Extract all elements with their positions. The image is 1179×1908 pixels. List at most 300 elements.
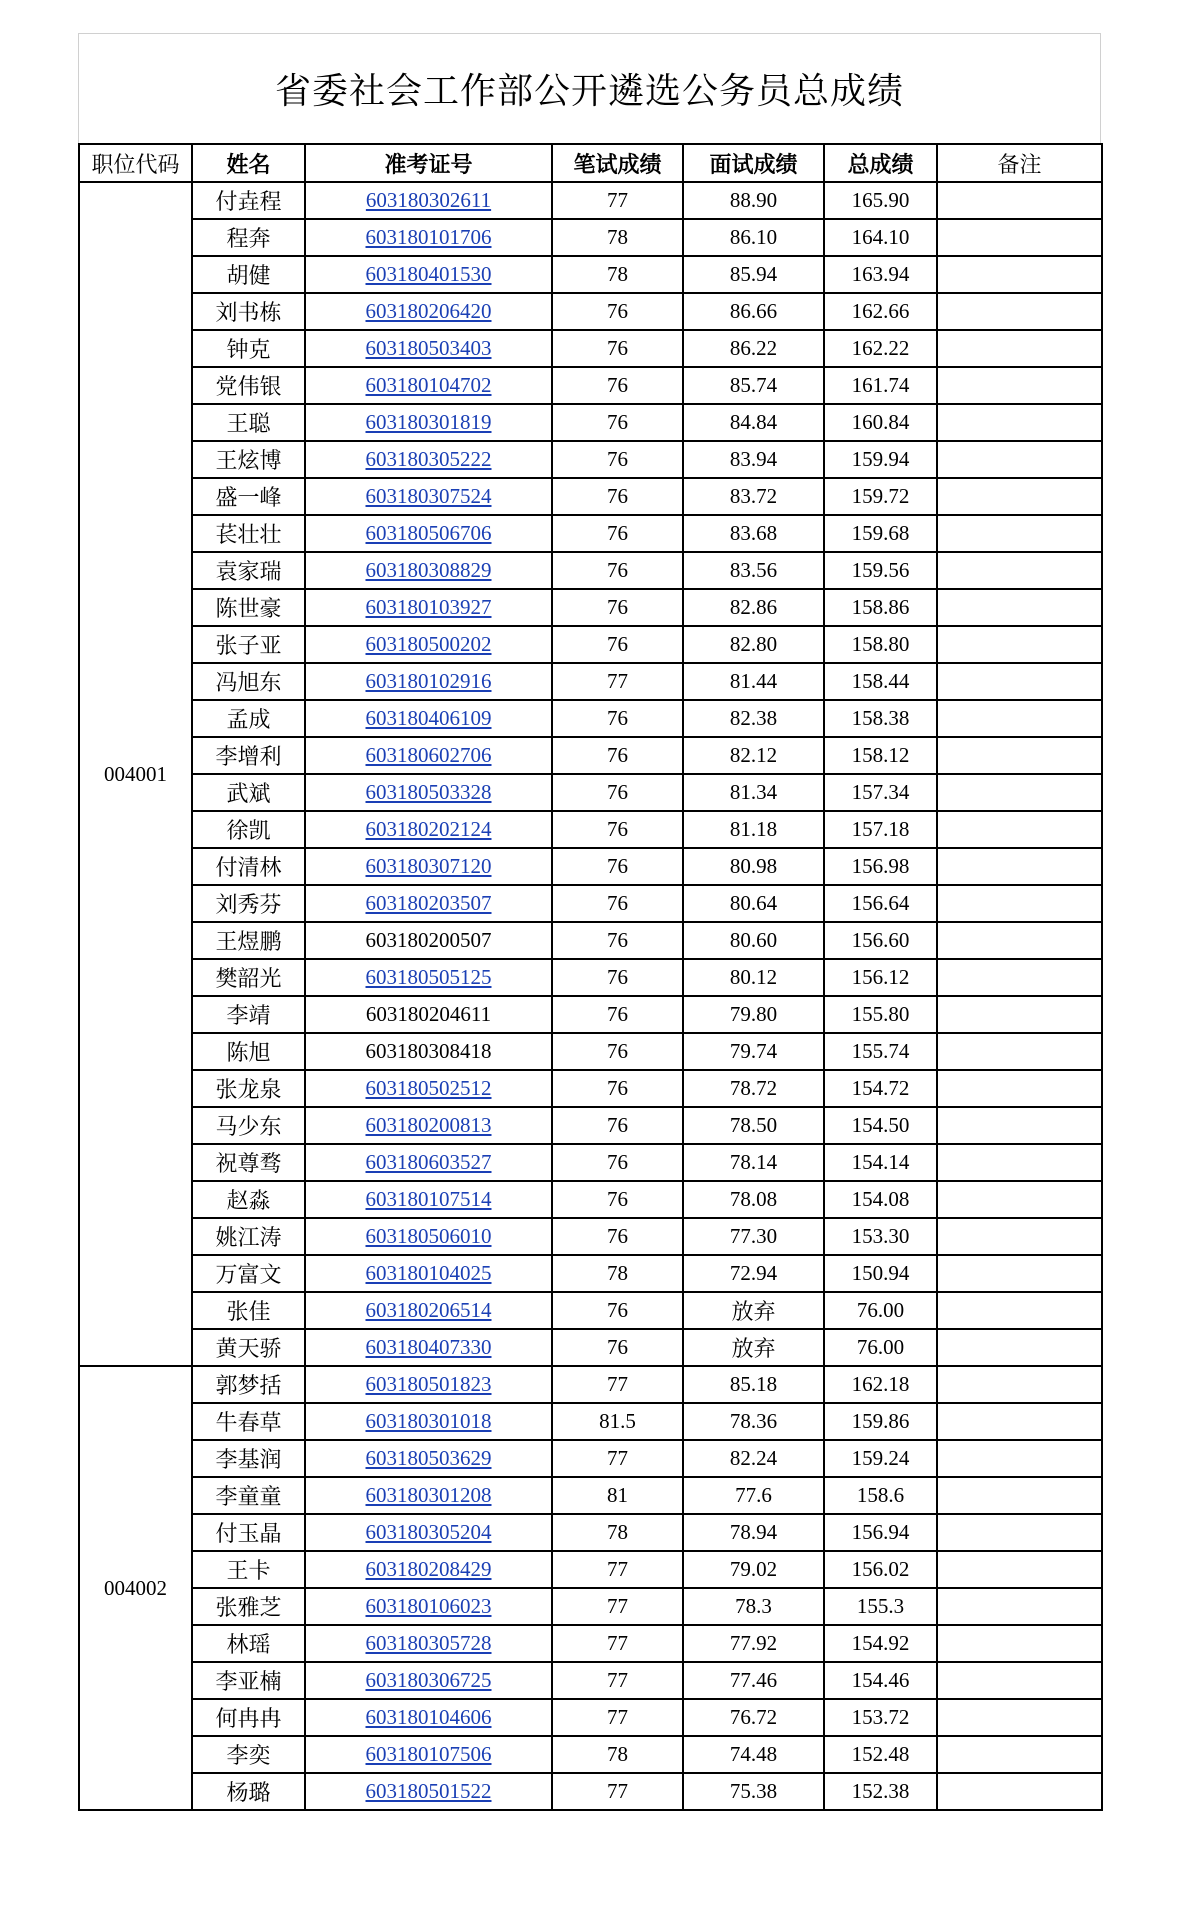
written-score-cell: 76 bbox=[552, 367, 683, 404]
interview-score-cell: 72.94 bbox=[683, 1255, 824, 1292]
position-code-cell: 004002 bbox=[79, 1366, 192, 1810]
ticket-cell bbox=[305, 1403, 552, 1440]
interview-score-cell: 84.84 bbox=[683, 404, 824, 441]
interview-score-cell: 80.60 bbox=[683, 922, 824, 959]
written-score-cell: 76 bbox=[552, 996, 683, 1033]
ticket-cell bbox=[305, 1773, 552, 1810]
interview-score-cell: 82.86 bbox=[683, 589, 824, 626]
remark-cell bbox=[937, 1107, 1102, 1144]
ticket-link[interactable]: 603180104702 bbox=[365, 373, 492, 397]
interview-score-cell: 83.94 bbox=[683, 441, 824, 478]
remark-cell bbox=[937, 552, 1102, 589]
total-score-cell: 165.90 bbox=[824, 182, 937, 219]
ticket-link[interactable]: 603180307524 bbox=[365, 484, 492, 508]
interview-score-cell: 85.18 bbox=[683, 1366, 824, 1403]
remark-cell bbox=[937, 1255, 1102, 1292]
interview-score-cell: 78.08 bbox=[683, 1181, 824, 1218]
name-cell: 付玉晶 bbox=[192, 1514, 305, 1551]
ticket-cell bbox=[305, 1144, 552, 1181]
table-row bbox=[79, 1033, 1102, 1070]
ticket-link[interactable]: 603180307120 bbox=[365, 854, 492, 878]
interview-score-cell: 79.74 bbox=[683, 1033, 824, 1070]
ticket-cell bbox=[305, 404, 552, 441]
ticket-cell bbox=[305, 922, 552, 959]
name-cell: 党伟银 bbox=[192, 367, 305, 404]
interview-score-cell: 83.72 bbox=[683, 478, 824, 515]
written-score-cell: 76 bbox=[552, 404, 683, 441]
ticket-link[interactable]: 603180500202 bbox=[365, 632, 492, 656]
ticket-link[interactable]: 603180306725 bbox=[365, 1668, 492, 1692]
ticket-link[interactable]: 603180506010 bbox=[365, 1224, 492, 1248]
table-row bbox=[79, 1773, 1102, 1810]
name-cell: 姚江涛 bbox=[192, 1218, 305, 1255]
table-row bbox=[79, 1329, 1102, 1366]
name-cell: 王炫博 bbox=[192, 441, 305, 478]
table-row bbox=[79, 922, 1102, 959]
total-score-cell: 155.3 bbox=[824, 1588, 937, 1625]
table-row bbox=[79, 1107, 1102, 1144]
ticket-cell bbox=[305, 626, 552, 663]
remark-cell bbox=[937, 1292, 1102, 1329]
name-cell: 郭梦括 bbox=[192, 1366, 305, 1403]
ticket-link[interactable]: 603180104025 bbox=[365, 1261, 492, 1285]
remark-cell bbox=[937, 404, 1102, 441]
name-cell: 刘秀芬 bbox=[192, 885, 305, 922]
total-score-cell: 154.46 bbox=[824, 1662, 937, 1699]
ticket-link[interactable]: 603180206514 bbox=[365, 1298, 492, 1322]
table-row bbox=[79, 885, 1102, 922]
ticket-cell bbox=[305, 330, 552, 367]
remark-cell bbox=[937, 441, 1102, 478]
ticket-link[interactable]: 603180301208 bbox=[365, 1483, 492, 1507]
written-score-cell: 76 bbox=[552, 552, 683, 589]
score-table bbox=[78, 143, 1103, 1811]
interview-score-cell: 78.50 bbox=[683, 1107, 824, 1144]
remark-cell bbox=[937, 885, 1102, 922]
written-score-cell: 76 bbox=[552, 700, 683, 737]
total-score-cell: 152.38 bbox=[824, 1773, 937, 1810]
remark-cell bbox=[937, 182, 1102, 219]
table-row bbox=[79, 663, 1102, 700]
ticket-cell bbox=[305, 1736, 552, 1773]
remark-cell bbox=[937, 996, 1102, 1033]
title-box bbox=[78, 33, 1101, 143]
ticket-cell bbox=[305, 478, 552, 515]
interview-score-cell: 放弃 bbox=[683, 1329, 824, 1366]
interview-score-cell: 77.6 bbox=[683, 1477, 824, 1514]
written-score-cell: 78 bbox=[552, 1255, 683, 1292]
remark-cell bbox=[937, 1773, 1102, 1810]
interview-score-cell: 83.56 bbox=[683, 552, 824, 589]
interview-score-cell: 86.22 bbox=[683, 330, 824, 367]
table-row bbox=[79, 219, 1102, 256]
written-score-cell: 78 bbox=[552, 219, 683, 256]
total-score-cell: 156.64 bbox=[824, 885, 937, 922]
written-score-cell: 81 bbox=[552, 1477, 683, 1514]
ticket-link[interactable]: 603180107514 bbox=[365, 1187, 492, 1211]
table-row bbox=[79, 293, 1102, 330]
table-row bbox=[79, 1477, 1102, 1514]
table-row bbox=[79, 589, 1102, 626]
ticket-link[interactable]: 603180208429 bbox=[365, 1557, 492, 1581]
remark-cell bbox=[937, 1588, 1102, 1625]
total-score-cell: 150.94 bbox=[824, 1255, 937, 1292]
interview-score-cell: 80.98 bbox=[683, 848, 824, 885]
table-row bbox=[79, 1144, 1102, 1181]
total-score-cell: 158.80 bbox=[824, 626, 937, 663]
total-score-cell: 153.72 bbox=[824, 1699, 937, 1736]
written-score-cell: 77 bbox=[552, 1551, 683, 1588]
name-cell: 张雅芝 bbox=[192, 1588, 305, 1625]
table-row bbox=[79, 1403, 1102, 1440]
name-cell: 徐凯 bbox=[192, 811, 305, 848]
written-score-cell: 76 bbox=[552, 478, 683, 515]
total-score-cell: 159.24 bbox=[824, 1440, 937, 1477]
total-score-cell: 158.38 bbox=[824, 700, 937, 737]
written-score-cell: 76 bbox=[552, 1144, 683, 1181]
written-score-cell: 76 bbox=[552, 1218, 683, 1255]
ticket-cell bbox=[305, 1329, 552, 1366]
table-row bbox=[79, 1218, 1102, 1255]
remark-cell bbox=[937, 293, 1102, 330]
interview-score-cell: 82.12 bbox=[683, 737, 824, 774]
remark-cell bbox=[937, 737, 1102, 774]
remark-cell bbox=[937, 663, 1102, 700]
total-score-cell: 159.72 bbox=[824, 478, 937, 515]
total-score-cell: 156.12 bbox=[824, 959, 937, 996]
ticket-cell bbox=[305, 1181, 552, 1218]
interview-score-cell: 88.90 bbox=[683, 182, 824, 219]
total-score-cell: 162.66 bbox=[824, 293, 937, 330]
ticket-link[interactable]: 603180302611 bbox=[365, 188, 492, 212]
table-row bbox=[79, 404, 1102, 441]
ticket-cell bbox=[305, 1255, 552, 1292]
ticket-link[interactable]: 603180503629 bbox=[365, 1446, 492, 1470]
ticket-cell bbox=[305, 1477, 552, 1514]
remark-cell bbox=[937, 367, 1102, 404]
name-cell: 胡健 bbox=[192, 256, 305, 293]
interview-score-cell: 82.38 bbox=[683, 700, 824, 737]
table-row bbox=[79, 1181, 1102, 1218]
name-cell: 陈世豪 bbox=[192, 589, 305, 626]
header-written: 笔试成绩 bbox=[552, 144, 683, 182]
remark-cell bbox=[937, 1625, 1102, 1662]
name-cell: 马少东 bbox=[192, 1107, 305, 1144]
table-row bbox=[79, 1292, 1102, 1329]
interview-score-cell: 85.94 bbox=[683, 256, 824, 293]
ticket-link[interactable]: 603180308829 bbox=[365, 558, 492, 582]
remark-cell bbox=[937, 1551, 1102, 1588]
ticket-cell bbox=[305, 663, 552, 700]
ticket-link[interactable]: 603180401530 bbox=[365, 262, 492, 286]
header-ticket: 准考证号 bbox=[305, 144, 552, 182]
table-row bbox=[79, 1514, 1102, 1551]
written-score-cell: 78 bbox=[552, 1736, 683, 1773]
remark-cell bbox=[937, 1403, 1102, 1440]
ticket-link[interactable]: 603180301018 bbox=[365, 1409, 492, 1433]
table-row bbox=[79, 1662, 1102, 1699]
name-cell: 樊韶光 bbox=[192, 959, 305, 996]
ticket-link[interactable]: 603180506706 bbox=[365, 521, 492, 545]
ticket-link[interactable]: 603180305222 bbox=[365, 447, 492, 471]
remark-cell bbox=[937, 1514, 1102, 1551]
written-score-cell: 77 bbox=[552, 1366, 683, 1403]
interview-score-cell: 82.80 bbox=[683, 626, 824, 663]
written-score-cell: 76 bbox=[552, 1181, 683, 1218]
ticket-link[interactable]: 603180505125 bbox=[365, 965, 492, 989]
interview-score-cell: 78.3 bbox=[683, 1588, 824, 1625]
remark-cell bbox=[937, 959, 1102, 996]
name-cell: 张龙泉 bbox=[192, 1070, 305, 1107]
interview-score-cell: 74.48 bbox=[683, 1736, 824, 1773]
ticket-link[interactable]: 603180103927 bbox=[365, 595, 492, 619]
header-position-code: 职位代码 bbox=[79, 144, 192, 182]
name-cell: 杨璐 bbox=[192, 1773, 305, 1810]
remark-cell bbox=[937, 1070, 1102, 1107]
total-score-cell: 155.80 bbox=[824, 996, 937, 1033]
name-cell: 程奔 bbox=[192, 219, 305, 256]
table-row bbox=[79, 626, 1102, 663]
table-row bbox=[79, 848, 1102, 885]
total-score-cell: 154.50 bbox=[824, 1107, 937, 1144]
name-cell: 林瑶 bbox=[192, 1625, 305, 1662]
written-score-cell: 77 bbox=[552, 663, 683, 700]
table-row bbox=[79, 700, 1102, 737]
ticket-link[interactable]: 603180102916 bbox=[365, 669, 492, 693]
remark-cell bbox=[937, 700, 1102, 737]
ticket-link[interactable]: 603180305204 bbox=[365, 1520, 492, 1544]
ticket-cell bbox=[305, 293, 552, 330]
ticket-cell bbox=[305, 219, 552, 256]
name-cell: 万富文 bbox=[192, 1255, 305, 1292]
ticket-link[interactable]: 603180406109 bbox=[365, 706, 492, 730]
table-row bbox=[79, 1625, 1102, 1662]
total-score-cell: 157.34 bbox=[824, 774, 937, 811]
remark-cell bbox=[937, 219, 1102, 256]
remark-cell bbox=[937, 1181, 1102, 1218]
ticket-cell bbox=[305, 1218, 552, 1255]
ticket-cell bbox=[305, 1292, 552, 1329]
ticket-cell bbox=[305, 441, 552, 478]
interview-score-cell: 78.94 bbox=[683, 1514, 824, 1551]
page-title: 省委社会工作部公开遴选公务员总成绩 bbox=[274, 71, 904, 112]
ticket-cell bbox=[305, 1440, 552, 1477]
name-cell: 袁家瑞 bbox=[192, 552, 305, 589]
header-name: 姓名 bbox=[192, 144, 305, 182]
table-row bbox=[79, 1699, 1102, 1736]
remark-cell bbox=[937, 1662, 1102, 1699]
total-score-cell: 154.72 bbox=[824, 1070, 937, 1107]
table-row bbox=[79, 959, 1102, 996]
ticket-cell bbox=[305, 996, 552, 1033]
written-score-cell: 77 bbox=[552, 1699, 683, 1736]
interview-score-cell: 79.80 bbox=[683, 996, 824, 1033]
table-row bbox=[79, 1070, 1102, 1107]
table-row bbox=[79, 1440, 1102, 1477]
written-score-cell: 76 bbox=[552, 959, 683, 996]
table-row bbox=[79, 996, 1102, 1033]
table-row bbox=[79, 1551, 1102, 1588]
ticket-link[interactable]: 603180202124 bbox=[365, 817, 492, 841]
ticket-cell bbox=[305, 256, 552, 293]
ticket-number: 603180200507 bbox=[365, 928, 492, 952]
name-cell: 王煜鹏 bbox=[192, 922, 305, 959]
score-sheet bbox=[78, 33, 1101, 1811]
name-cell: 武斌 bbox=[192, 774, 305, 811]
table-body bbox=[79, 182, 1102, 1810]
table-row bbox=[79, 182, 1102, 219]
written-score-cell: 77 bbox=[552, 1773, 683, 1810]
total-score-cell: 162.22 bbox=[824, 330, 937, 367]
ticket-cell bbox=[305, 959, 552, 996]
name-cell: 李靖 bbox=[192, 996, 305, 1033]
remark-cell bbox=[937, 330, 1102, 367]
written-score-cell: 76 bbox=[552, 626, 683, 663]
ticket-link[interactable]: 603180503403 bbox=[365, 336, 492, 360]
interview-score-cell: 78.14 bbox=[683, 1144, 824, 1181]
remark-cell bbox=[937, 478, 1102, 515]
header-interview: 面试成绩 bbox=[683, 144, 824, 182]
written-score-cell: 81.5 bbox=[552, 1403, 683, 1440]
remark-cell bbox=[937, 1144, 1102, 1181]
total-score-cell: 159.94 bbox=[824, 441, 937, 478]
total-score-cell: 154.92 bbox=[824, 1625, 937, 1662]
ticket-link[interactable]: 603180503328 bbox=[365, 780, 492, 804]
table-row bbox=[79, 811, 1102, 848]
written-score-cell: 76 bbox=[552, 885, 683, 922]
written-score-cell: 76 bbox=[552, 589, 683, 626]
table-row bbox=[79, 441, 1102, 478]
name-cell: 苌壮壮 bbox=[192, 515, 305, 552]
table-row bbox=[79, 478, 1102, 515]
written-score-cell: 78 bbox=[552, 256, 683, 293]
ticket-link[interactable]: 603180104606 bbox=[365, 1705, 492, 1729]
interview-score-cell: 75.38 bbox=[683, 1773, 824, 1810]
name-cell: 李奕 bbox=[192, 1736, 305, 1773]
ticket-link[interactable]: 603180501823 bbox=[365, 1372, 492, 1396]
name-cell: 王卡 bbox=[192, 1551, 305, 1588]
total-score-cell: 156.02 bbox=[824, 1551, 937, 1588]
total-score-cell: 159.56 bbox=[824, 552, 937, 589]
written-score-cell: 76 bbox=[552, 293, 683, 330]
written-score-cell: 76 bbox=[552, 848, 683, 885]
table-row bbox=[79, 1366, 1102, 1403]
interview-score-cell: 86.10 bbox=[683, 219, 824, 256]
name-cell: 祝尊骛 bbox=[192, 1144, 305, 1181]
ticket-link[interactable]: 603180107506 bbox=[365, 1742, 492, 1766]
table-row bbox=[79, 367, 1102, 404]
ticket-link[interactable]: 603180101706 bbox=[365, 225, 492, 249]
remark-cell bbox=[937, 1033, 1102, 1070]
name-cell: 刘书栋 bbox=[192, 293, 305, 330]
ticket-link[interactable]: 603180502512 bbox=[365, 1076, 492, 1100]
total-score-cell: 76.00 bbox=[824, 1292, 937, 1329]
ticket-cell bbox=[305, 848, 552, 885]
ticket-cell bbox=[305, 1033, 552, 1070]
total-score-cell: 159.68 bbox=[824, 515, 937, 552]
ticket-cell bbox=[305, 1662, 552, 1699]
header-remark: 备注 bbox=[937, 144, 1102, 182]
ticket-link[interactable]: 603180203507 bbox=[365, 891, 492, 915]
ticket-cell bbox=[305, 1070, 552, 1107]
written-score-cell: 76 bbox=[552, 1033, 683, 1070]
total-score-cell: 156.94 bbox=[824, 1514, 937, 1551]
interview-score-cell: 83.68 bbox=[683, 515, 824, 552]
name-cell: 李亚楠 bbox=[192, 1662, 305, 1699]
name-cell: 钟克 bbox=[192, 330, 305, 367]
written-score-cell: 76 bbox=[552, 1292, 683, 1329]
remark-cell bbox=[937, 1218, 1102, 1255]
ticket-link[interactable]: 603180501522 bbox=[365, 1779, 492, 1803]
written-score-cell: 76 bbox=[552, 515, 683, 552]
total-score-cell: 154.08 bbox=[824, 1181, 937, 1218]
ticket-cell bbox=[305, 1107, 552, 1144]
remark-cell bbox=[937, 774, 1102, 811]
ticket-cell bbox=[305, 774, 552, 811]
name-cell: 赵淼 bbox=[192, 1181, 305, 1218]
interview-score-cell: 80.64 bbox=[683, 885, 824, 922]
ticket-link[interactable]: 603180305728 bbox=[365, 1631, 492, 1655]
total-score-cell: 156.98 bbox=[824, 848, 937, 885]
table-row bbox=[79, 552, 1102, 589]
total-score-cell: 155.74 bbox=[824, 1033, 937, 1070]
table-row bbox=[79, 774, 1102, 811]
ticket-cell bbox=[305, 1588, 552, 1625]
remark-cell bbox=[937, 922, 1102, 959]
remark-cell bbox=[937, 256, 1102, 293]
interview-score-cell: 放弃 bbox=[683, 1292, 824, 1329]
ticket-cell bbox=[305, 1625, 552, 1662]
ticket-link[interactable]: 603180106023 bbox=[365, 1594, 492, 1618]
written-score-cell: 76 bbox=[552, 737, 683, 774]
written-score-cell: 76 bbox=[552, 1070, 683, 1107]
table-row bbox=[79, 1588, 1102, 1625]
total-score-cell: 76.00 bbox=[824, 1329, 937, 1366]
written-score-cell: 76 bbox=[552, 441, 683, 478]
written-score-cell: 76 bbox=[552, 811, 683, 848]
interview-score-cell: 77.30 bbox=[683, 1218, 824, 1255]
remark-cell bbox=[937, 589, 1102, 626]
total-score-cell: 160.84 bbox=[824, 404, 937, 441]
ticket-link[interactable]: 603180206420 bbox=[365, 299, 492, 323]
ticket-cell bbox=[305, 1699, 552, 1736]
ticket-link[interactable]: 603180301819 bbox=[365, 410, 492, 434]
interview-score-cell: 78.36 bbox=[683, 1403, 824, 1440]
total-score-cell: 158.6 bbox=[824, 1477, 937, 1514]
interview-score-cell: 81.34 bbox=[683, 774, 824, 811]
written-score-cell: 76 bbox=[552, 922, 683, 959]
name-cell: 李增利 bbox=[192, 737, 305, 774]
remark-cell bbox=[937, 626, 1102, 663]
ticket-cell bbox=[305, 737, 552, 774]
ticket-link[interactable]: 603180602706 bbox=[365, 743, 492, 767]
name-cell: 孟成 bbox=[192, 700, 305, 737]
interview-score-cell: 77.92 bbox=[683, 1625, 824, 1662]
interview-score-cell: 81.18 bbox=[683, 811, 824, 848]
remark-cell bbox=[937, 848, 1102, 885]
written-score-cell: 76 bbox=[552, 330, 683, 367]
table-row bbox=[79, 256, 1102, 293]
total-score-cell: 152.48 bbox=[824, 1736, 937, 1773]
ticket-link[interactable]: 603180407330 bbox=[365, 1335, 492, 1359]
ticket-link[interactable]: 603180200813 bbox=[365, 1113, 492, 1137]
ticket-link[interactable]: 603180603527 bbox=[365, 1150, 492, 1174]
interview-score-cell: 80.12 bbox=[683, 959, 824, 996]
written-score-cell: 77 bbox=[552, 1662, 683, 1699]
ticket-cell bbox=[305, 1366, 552, 1403]
position-code-cell: 004001 bbox=[79, 182, 192, 1366]
name-cell: 付垚程 bbox=[192, 182, 305, 219]
